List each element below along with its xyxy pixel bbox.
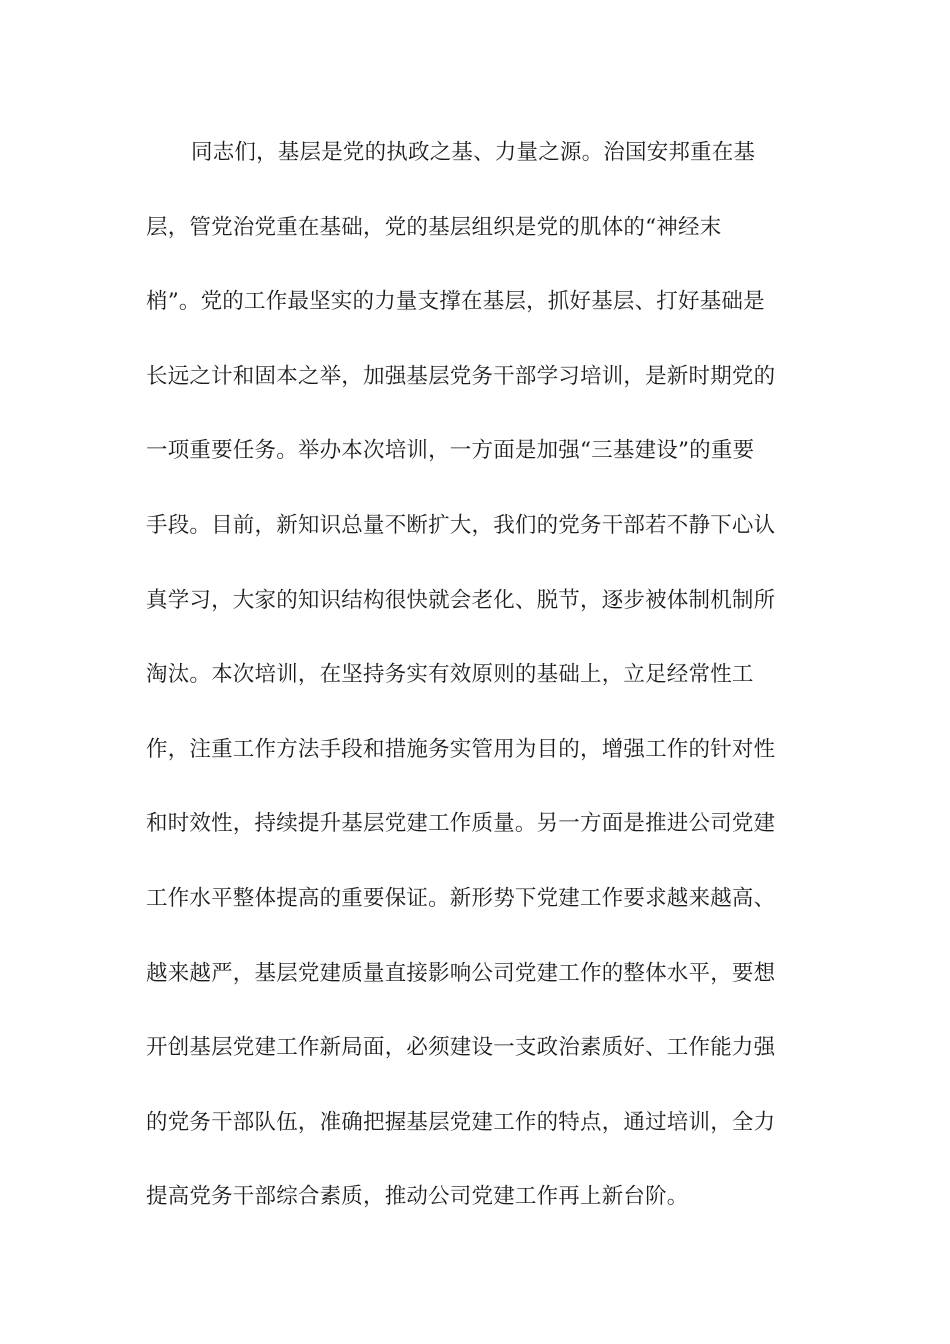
paragraph-line: 手段。目前，新知识总量不断扩大，我们的党务干部若不静下心认 <box>146 512 776 538</box>
paragraph-line: 作，注重工作方法手段和措施务实管用为目的，增强工作的针对性 <box>146 736 776 762</box>
paragraph-line: 真学习，大家的知识结构很快就会老化、脱节，逐步被体制机制所 <box>146 587 776 613</box>
paragraph-line: 长远之计和固本之举，加强基层党务干部学习培训，是新时期党的 <box>146 363 776 389</box>
paragraph-line: 提高党务干部综合素质，推动公司党建工作再上新台阶。 <box>146 1184 689 1210</box>
paragraph-line: 淘汰。本次培训，在坚持务实有效原则的基础上，立足经常性工 <box>146 662 754 688</box>
paragraph-line: 的党务干部队伍，准确把握基层党建工作的特点，通过培训，全力 <box>146 1109 776 1135</box>
paragraph-line: 一项重要任务。举办本次培训，一方面是加强“三基建设”的重要 <box>146 438 755 464</box>
body-paragraph <box>146 131 806 1250</box>
paragraph-line: 梢”。党的工作最坚实的力量支撑在基层，抓好基层、打好基础是 <box>146 289 765 315</box>
paragraph-line: 同志们，基层是党的执政之基、力量之源。治国安邦重在基 <box>191 140 756 165</box>
paragraph-line: 越来越严，基层党建质量直接影响公司党建工作的整体水平，要想 <box>146 960 776 986</box>
paragraph-line: 和时效性，持续提升基层党建工作质量。另一方面是推进公司党建 <box>146 811 776 837</box>
paragraph-line: 工作水平整体提高的重要保证。新形势下党建工作要求越来越高、 <box>146 885 776 911</box>
paragraph-line: 层，管党治党重在基础，党的基层组织是党的肌体的“神经末 <box>146 214 722 240</box>
paragraph-line: 开创基层党建工作新局面，必须建设一支政治素质好、工作能力强 <box>146 1035 776 1061</box>
